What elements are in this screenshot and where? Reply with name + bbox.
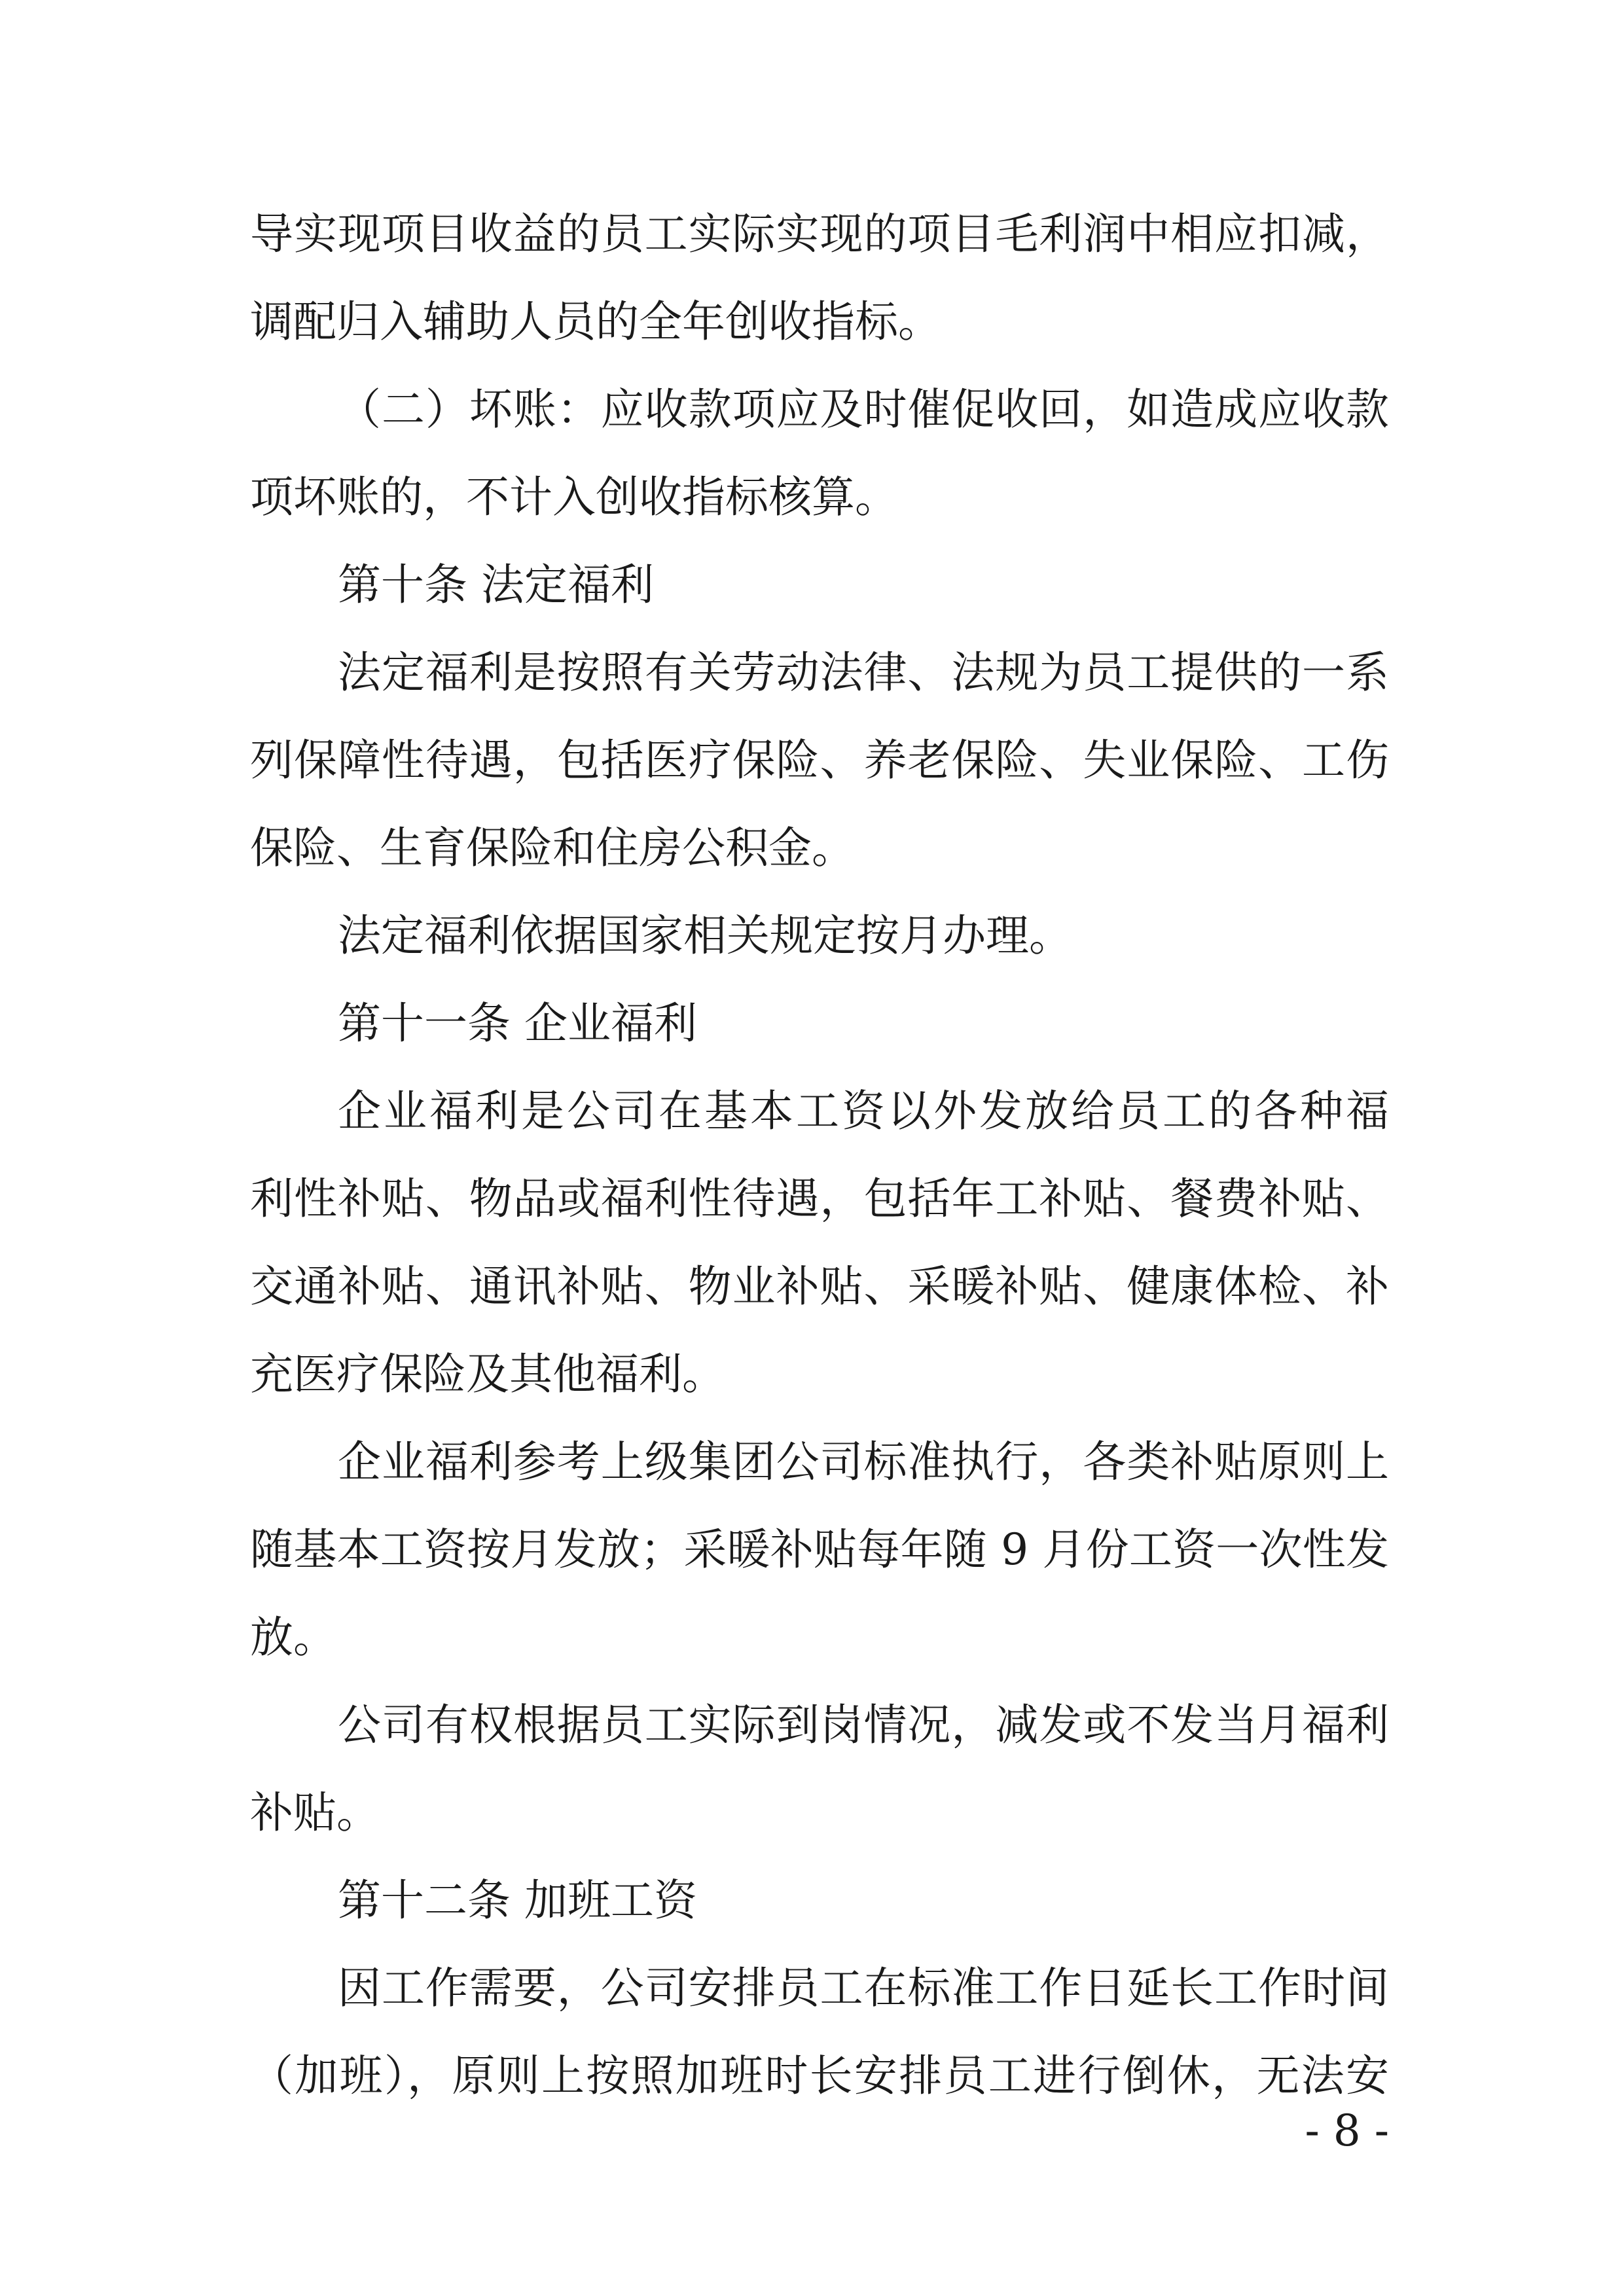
text-line: 公司有权根据员工实际到岗情况，减发或不发当月福利 [338, 1700, 1389, 1750]
article-heading: 第十二条 加班工资 [338, 1875, 697, 1926]
text-line: 保险、生育保险和住房公积金。 [250, 823, 855, 873]
text-line: 充医疗保险及其他福利。 [250, 1349, 725, 1399]
text-line: 法定福利是按照有关劳动法律、法规为员工提供的一系 [338, 647, 1389, 698]
text-line: （加班），原则上按照加班时长安排员工进行倒休，无法安 [250, 2051, 1389, 2101]
text-line: 列保障性待遇，包括医疗保险、养老保险、失业保险、工伤 [250, 735, 1389, 785]
article-heading: 第十条 法定福利 [338, 560, 654, 610]
text-line: 企业福利是公司在基本工资以外发放给员工的各种福 [338, 1086, 1389, 1136]
text-line: 补贴。 [250, 1787, 380, 1838]
text-line: 项坏账的，不计入创收指标核算。 [250, 472, 898, 522]
text-line: 调配归入辅助人员的全年创收指标。 [250, 296, 941, 347]
text-line: 放。 [250, 1612, 336, 1662]
text-line: 导实现项目收益的员工实际实现的项目毛利润中相应扣减， [250, 209, 1389, 259]
text-line: 因工作需要，公司安排员工在标准工作日延长工作时间 [338, 1963, 1389, 2013]
text-line: 交通补贴、通讯补贴、物业补贴、采暖补贴、健康体检、补 [250, 1261, 1389, 1312]
text-line: （二）坏账：应收款项应及时催促收回，如造成应收款 [338, 384, 1389, 435]
page-number: - 8 - [1305, 2106, 1389, 2156]
text-line: 利性补贴、物品或福利性待遇，包括年工补贴、餐费补贴、 [250, 1174, 1389, 1224]
text-line: 企业福利参考上级集团公司标准执行，各类补贴原则上 [338, 1437, 1389, 1487]
text-line: 随基本工资按月发放；采暖补贴每年随 9 月份工资一次性发 [250, 1524, 1389, 1575]
article-heading: 第十一条 企业福利 [338, 998, 697, 1049]
text-line: 法定福利依据国家相关规定按月办理。 [338, 910, 1072, 961]
